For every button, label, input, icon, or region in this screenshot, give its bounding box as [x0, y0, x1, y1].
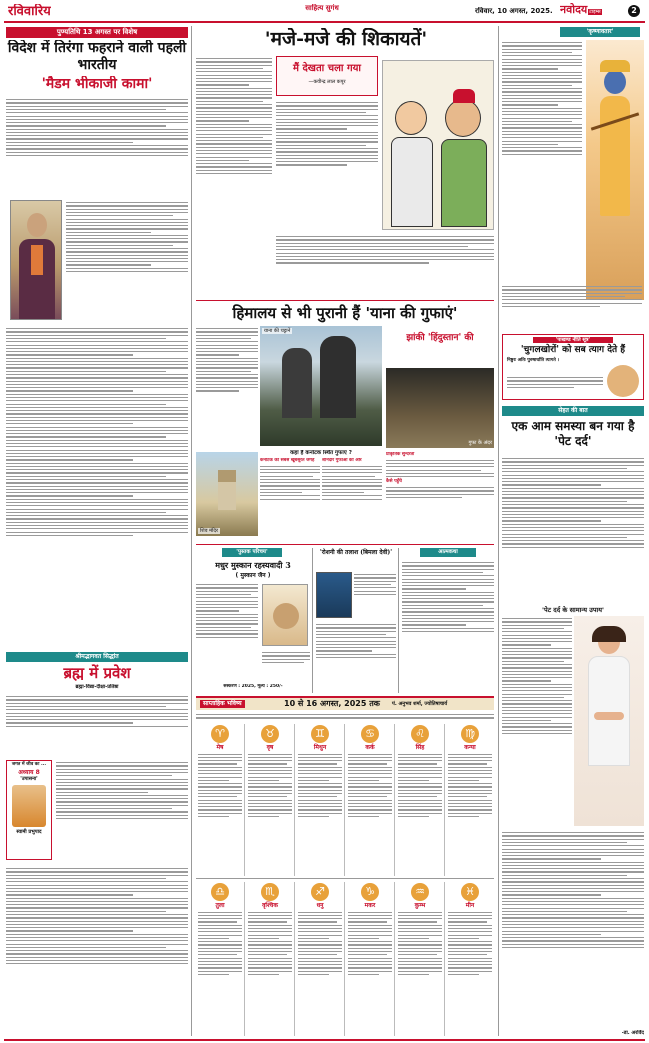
krishna-header: 'कृष्णावतार' — [560, 27, 640, 37]
sage-image — [607, 365, 639, 397]
health-title: एक आम समस्या बन गया है 'पेट दर्द' — [511, 419, 635, 448]
left-headline: विदेश में तिरंगा फहराने वाली पहली भारतीय — [7, 40, 187, 73]
page-number: 2 — [628, 5, 640, 17]
swami-photo — [12, 785, 46, 827]
devotional-body3 — [6, 866, 188, 1036]
left-name: 'मैडम भीकाजी कामा' — [41, 76, 153, 92]
jhanki-box — [386, 326, 494, 366]
satire-body-left — [196, 56, 272, 296]
yana-body2 — [260, 458, 320, 538]
horoscope-label: साप्ताहिक भविष्य — [200, 700, 245, 708]
photo-caption-cave: गुफा के अंदर — [468, 439, 492, 446]
masthead-rule — [4, 21, 645, 23]
zodiac-name: मेष — [216, 744, 224, 751]
zodiac-name: मकर — [364, 902, 376, 909]
satire-column: मैं देखता चला गया — [293, 63, 361, 74]
horoscope-dates: 10 से 16 अगस्त, 2025 तक — [284, 699, 380, 708]
zodiac-cell — [446, 724, 494, 876]
zodiac-cell — [196, 724, 245, 876]
zodiac-name: मीन — [465, 902, 475, 909]
horoscope-astrologer: पं. अनुभव शर्मा, ज्योतिषाचार्य — [392, 701, 448, 707]
zodiac-cell — [346, 882, 395, 1036]
neeti-title: 'चुगलखोरों' को सब त्याग देते हैं — [520, 345, 626, 356]
zodiac-cell — [296, 882, 345, 1036]
virgo-icon: ♍ — [461, 725, 479, 743]
left-kicker: पुण्यतिथि 13 अगस्त पर विशेष — [6, 27, 188, 38]
section-title: रविवारिय — [8, 4, 51, 19]
zodiac-cell — [246, 724, 295, 876]
zodiac-name: वृष — [266, 744, 274, 751]
book-author: ( मुस्कान जैन ) — [235, 572, 271, 579]
devotional-chapter: अध्याय 8 — [18, 768, 40, 776]
yana-body1 — [196, 326, 258, 446]
leo-icon: ♌ — [411, 725, 429, 743]
swami-name: स्वामी प्रभुपाद — [16, 829, 42, 836]
zodiac-cell — [396, 724, 445, 876]
devotional-body — [6, 694, 188, 754]
horoscope-intro — [196, 712, 494, 722]
satire-column-box — [276, 56, 378, 96]
roshni-body2 — [316, 622, 396, 692]
bottom-rule — [4, 1039, 645, 1041]
satire-body-mid — [276, 100, 378, 230]
satire-headline: 'मजे-मजे की शिकायतें' — [264, 28, 428, 50]
zodiac-name: कर्क — [365, 744, 375, 751]
book-body2 — [262, 650, 310, 680]
yana-subhead-4: कैसे पहुँचे — [386, 479, 402, 485]
pisces-icon: ♓ — [461, 883, 479, 901]
zodiac-cell — [446, 882, 494, 1036]
footer-credit: -डा. अरविंद — [621, 1030, 644, 1036]
health-subhead: 'पेट दर्द के सामान्य उपाय' — [542, 606, 604, 614]
krishna-body2 — [502, 284, 642, 332]
zodiac-name: धनु — [316, 902, 324, 909]
roshni-book-image — [316, 572, 352, 618]
aries-icon: ♈ — [211, 725, 229, 743]
zodiac-row-1 — [196, 724, 494, 876]
satire-body-bottom — [276, 234, 494, 294]
top-label: साहित्य सुगंध — [305, 4, 339, 12]
neeti-box — [502, 334, 644, 400]
yana-caption: कहां है कर्नाटक स्थित गुफाएं ? — [290, 450, 352, 456]
atmakatha-body — [402, 560, 494, 690]
neeti-kicker: 'पाखण्ड नीति सूत्र' — [533, 337, 613, 343]
health-photo — [574, 616, 644, 826]
yana-body3 — [322, 458, 382, 538]
aquarius-icon: ♒ — [411, 883, 429, 901]
bhikaji-portrait — [10, 200, 62, 320]
zodiac-name: तुला — [215, 902, 225, 909]
book-title: मधुर मुस्कान रहस्यवादी 3 — [215, 560, 291, 570]
zodiac-cell — [246, 882, 295, 1036]
satire-cartoon — [382, 60, 494, 230]
zodiac-name: कन्या — [464, 744, 476, 751]
masthead — [0, 0, 649, 22]
devotional-header: श्रीमद्भागवत सिद्धांत — [6, 652, 188, 662]
health-body3 — [502, 830, 644, 1035]
capricorn-icon: ♑ — [361, 883, 379, 901]
health-body2 — [502, 616, 572, 826]
scorpio-icon: ♏ — [261, 883, 279, 901]
krishna-body — [502, 40, 582, 280]
left-body-wrap — [66, 200, 188, 322]
zodiac-cell — [196, 882, 245, 1036]
zodiac-name: कुम्भ — [414, 902, 426, 909]
roshni-body — [354, 572, 396, 620]
yana-photo-temple — [196, 452, 258, 536]
issue-date: रविवार, 10 अगस्त, 2025. — [475, 7, 553, 15]
devotional-title: ब्रह्म में प्रवेश — [63, 664, 131, 682]
paper-suffix: टाइम्स — [589, 9, 601, 15]
krishna-image — [586, 40, 644, 300]
book-footer: संस्करण : 2025, मूल्य : 250/- — [223, 684, 283, 689]
sagittarius-icon: ♐ — [311, 883, 329, 901]
yana-subhead-1: कर्नाटक की सबसे खूबसूरत जगहें — [260, 458, 315, 463]
taurus-icon: ♉ — [261, 725, 279, 743]
yana-body4 — [386, 452, 494, 538]
zodiac-cell — [396, 882, 445, 1036]
paper-name: नवोदय — [560, 3, 588, 16]
photo-caption-temple: शिव मंदिर — [200, 527, 219, 534]
zodiac-name: सिंह — [415, 744, 425, 751]
cancer-icon: ♋ — [361, 725, 379, 743]
devotional-sub1: ब्रह्मा-विद्या-दीक्षा-प्रतिष्ठा — [75, 684, 119, 690]
yana-photo-cave — [386, 368, 494, 448]
photo-caption-rocks: याना की चट्टानें — [264, 328, 291, 334]
yana-headline: हिमालय से भी पुरानी हैं 'याना की गुफाएं' — [232, 304, 458, 322]
libra-icon: ♎ — [211, 883, 229, 901]
left-body-bottom — [6, 326, 188, 646]
health-header: सेहत की बात — [502, 406, 644, 416]
devotional-body2 — [56, 760, 188, 860]
horoscope-band — [196, 696, 494, 710]
yana-subhead-2: शानदार गुफाओं की ओर — [322, 458, 362, 463]
paper-logo — [560, 3, 602, 17]
zodiac-cell — [296, 724, 345, 876]
roshni-header: 'रोशनी की तलाश (बिमला देवी)' — [316, 548, 396, 568]
neeti-byline: निष्ठुरः अतिः पुरुषार्थाति त्यागते । — [507, 358, 560, 364]
zodiac-name: मिथुन — [313, 744, 327, 751]
book-body — [196, 582, 258, 682]
atmakatha-header: आत्मकथा — [420, 548, 476, 557]
book-header: 'पुस्तक परिचय' — [222, 548, 282, 557]
devotional-sub4: 'उपासना' — [20, 776, 38, 783]
left-body-top — [6, 97, 188, 197]
jhanki-title: झांकी 'हिंदुस्तान' की — [406, 333, 474, 343]
book-cover — [262, 584, 308, 646]
devotional-sub2: जगत में जीव का ... — [11, 762, 47, 767]
gemini-icon: ♊ — [311, 725, 329, 743]
health-body — [502, 456, 644, 606]
zodiac-row-2 — [196, 882, 494, 1036]
zodiac-name: वृश्चिक — [262, 902, 278, 909]
yana-subhead-3: प्राकृतिक सुन्दरता — [386, 452, 415, 457]
zodiac-cell — [346, 724, 395, 876]
yana-photo-rocks — [260, 326, 382, 446]
devotional-box — [6, 760, 52, 860]
satire-byline: —कवीन्द्र लाल कपूर — [308, 78, 346, 85]
